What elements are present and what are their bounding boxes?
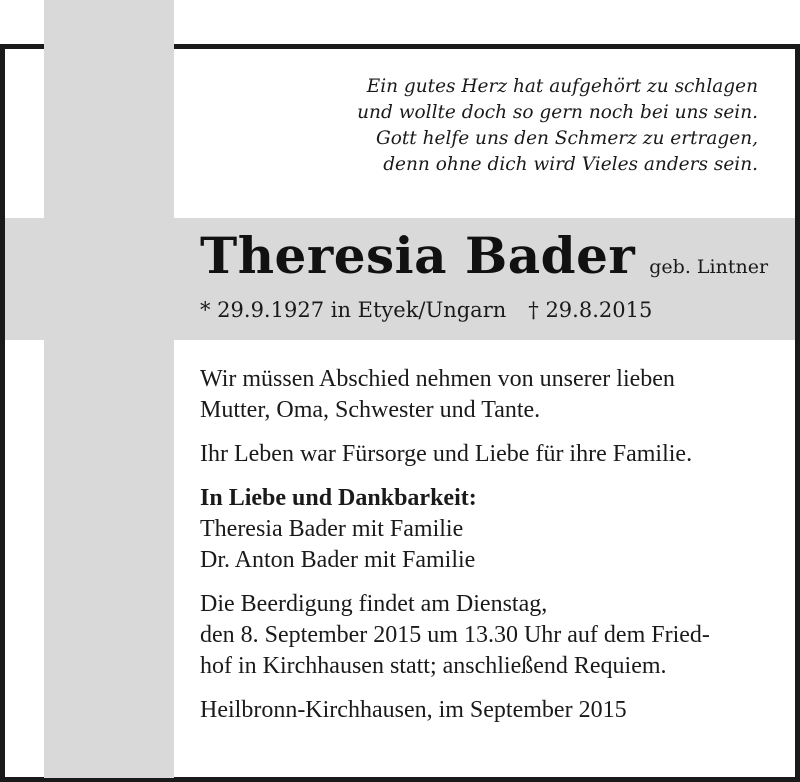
funeral-line: hof in Kirchhausen statt; anschließend Requiem.: [200, 653, 667, 679]
gratitude-heading: In Liebe und Dankbarkeit:: [200, 485, 477, 511]
place-date-paragraph: [200, 695, 770, 726]
birth-date: * 29.9.1927 in Etyek/Ungarn: [200, 298, 507, 322]
funeral-line: den 8. September 2015 um 13.30 Uhr auf dem Fried-: [200, 622, 710, 648]
funeral-paragraph: [200, 589, 770, 682]
farewell-paragraph: [200, 364, 770, 426]
poem-line: Ein gutes Herz hat aufgehört zu schlagen: [366, 76, 758, 97]
cross-vertical-bar: [44, 0, 174, 778]
farewell-line: Wir müssen Abschied nehmen von unserer lieben: [200, 366, 675, 392]
mourner-line: Theresia Bader mit Familie: [200, 516, 464, 542]
poem-line: Gott helfe uns den Schmerz zu ertragen,: [375, 128, 758, 149]
gratitude-paragraph: [200, 483, 770, 576]
mourner-line: Dr. Anton Bader mit Familie: [200, 547, 476, 573]
deceased-name: Theresia Bader: [200, 226, 636, 285]
life-line: Ihr Leben war Fürsorge und Liebe für ihre Familie.: [200, 441, 693, 467]
poem-line: und wollte doch so gern noch bei uns sein.: [357, 102, 758, 123]
poem: [357, 74, 758, 178]
maiden-name: geb. Lintner: [649, 256, 769, 278]
deceased-name-line: [200, 226, 768, 285]
farewell-line: Mutter, Oma, Schwester und Tante.: [200, 397, 541, 423]
obituary-body: [200, 364, 770, 739]
life-dates: [200, 298, 652, 322]
place-date: Heilbronn-Kirchhausen, im September 2015: [200, 697, 627, 723]
life-paragraph: [200, 439, 770, 470]
funeral-line: Die Beerdigung findet am Dienstag,: [200, 591, 548, 617]
death-date: † 29.8.2015: [528, 298, 653, 322]
poem-line: denn ohne dich wird Vieles anders sein.: [383, 154, 758, 175]
